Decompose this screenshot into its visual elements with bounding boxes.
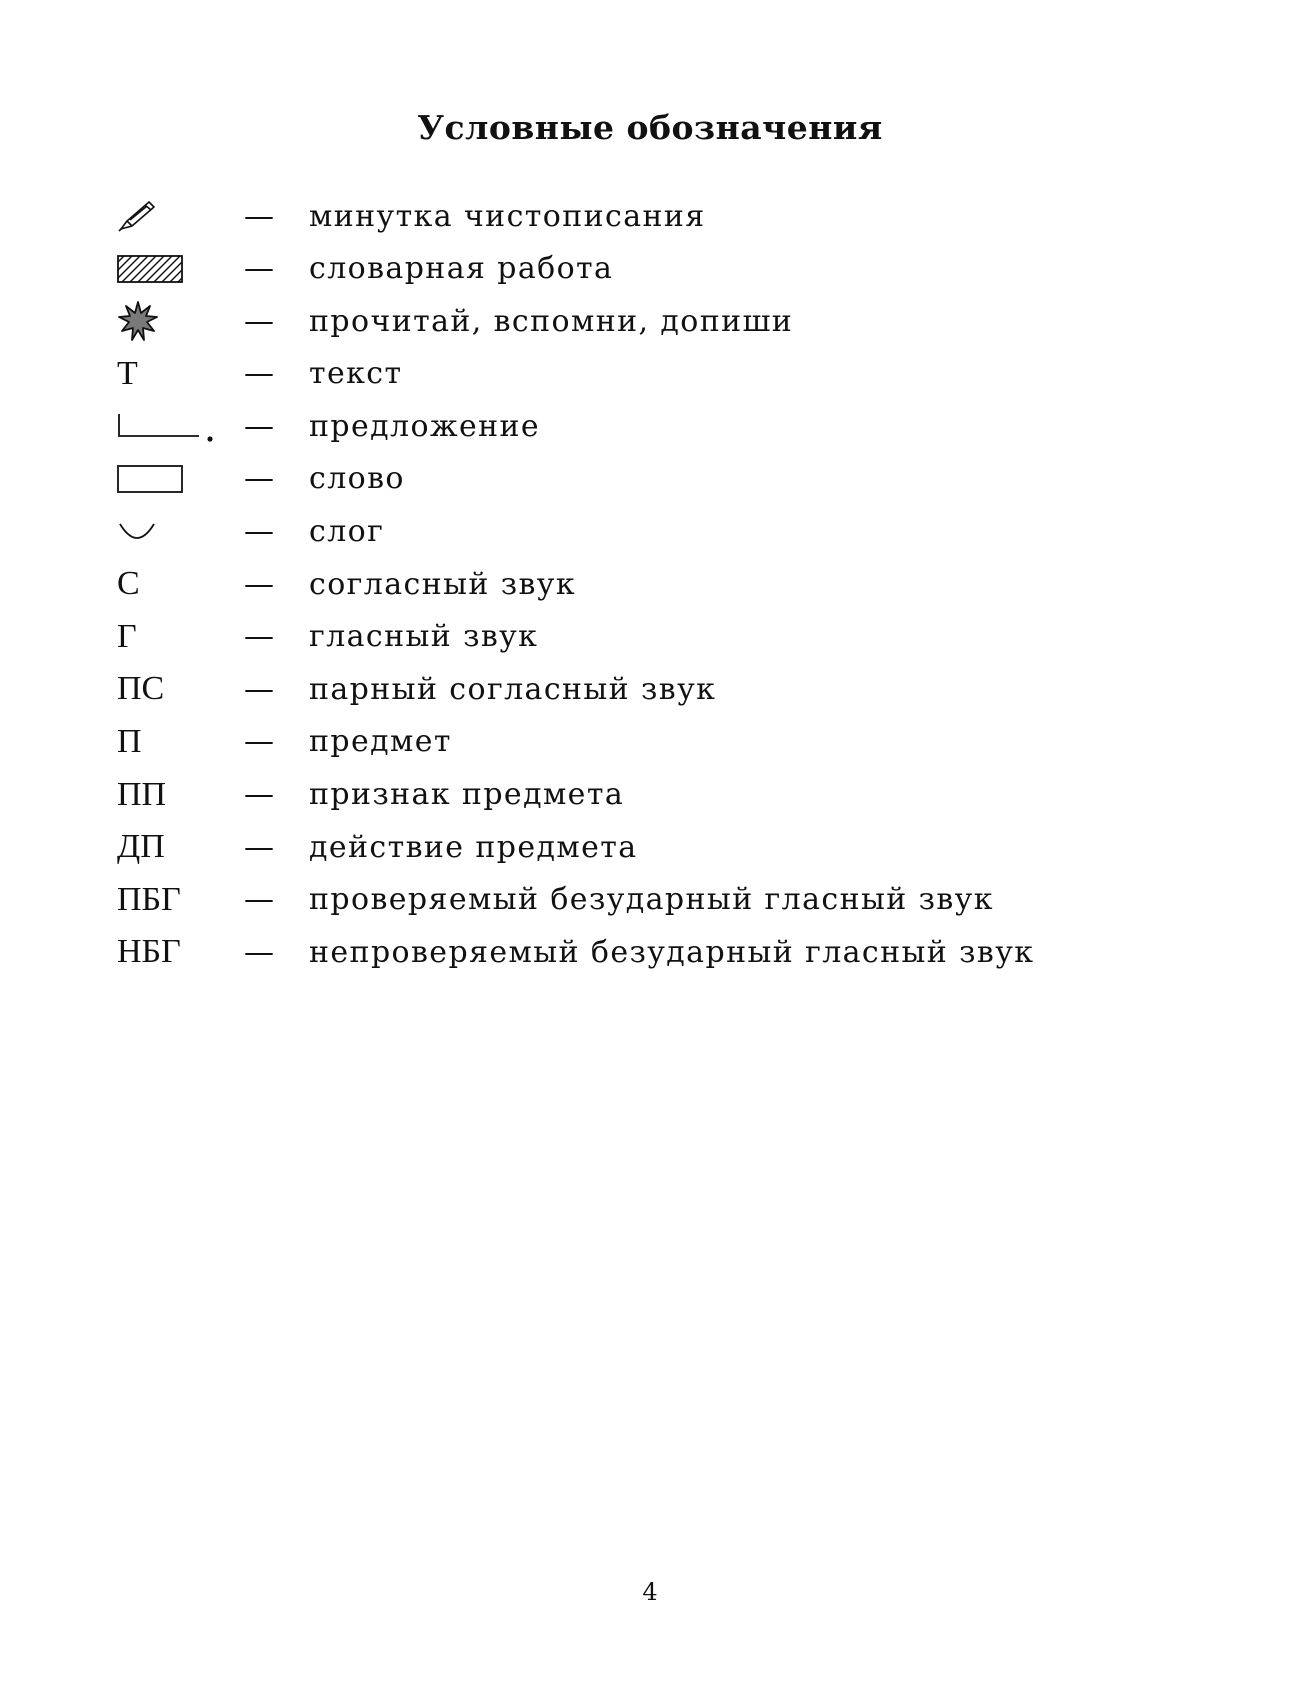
legend-symbol: Т	[117, 354, 138, 392]
legend-dash: —	[244, 251, 274, 287]
legend-symbol: Г	[117, 617, 137, 655]
legend-item	[117, 611, 1217, 664]
legend-item	[117, 558, 1217, 611]
legend-item	[117, 453, 1217, 506]
legend-item	[117, 243, 1217, 296]
legend-item	[117, 506, 1217, 559]
page-number: 4	[642, 1578, 658, 1606]
legend-symbol: ДП	[117, 828, 165, 866]
legend-meaning: действие предмета	[309, 829, 638, 865]
sentence-scheme-icon	[117, 400, 227, 452]
legend-item	[117, 190, 1217, 243]
legend-dash: —	[244, 777, 274, 813]
legend-meaning: минутка чистописания	[309, 198, 706, 234]
legend-meaning: словарная работа	[309, 251, 614, 287]
legend-symbol: ПП	[117, 775, 167, 813]
legend-meaning: гласный звук	[309, 619, 539, 655]
legend-dash: —	[244, 724, 274, 760]
legend-meaning: признак предмета	[309, 777, 625, 813]
star-burst-icon	[117, 295, 227, 347]
legend-item	[117, 926, 1217, 979]
legend-meaning: непроверяемый безударный гласный звук	[309, 934, 1035, 970]
legend-meaning: слово	[309, 461, 405, 497]
legend-meaning: предмет	[309, 724, 452, 760]
legend-dash: —	[244, 303, 274, 339]
legend-dash: —	[244, 198, 274, 234]
legend-item	[117, 663, 1217, 716]
legend-item	[117, 874, 1217, 927]
legend-item	[117, 821, 1217, 874]
legend-dash: —	[244, 882, 274, 918]
legend-dash: —	[244, 408, 274, 444]
legend-item	[117, 348, 1217, 401]
legend-meaning: согласный звук	[309, 566, 576, 602]
legend-dash: —	[244, 514, 274, 550]
legend-meaning: слог	[309, 514, 385, 550]
legend-meaning: текст	[309, 356, 403, 392]
legend-item	[117, 400, 1217, 453]
legend-symbol: ПБГ	[117, 880, 181, 918]
legend-item	[117, 769, 1217, 822]
legend-dash: —	[244, 934, 274, 970]
legend-symbol: ПС	[117, 670, 165, 708]
legend-dash: —	[244, 566, 274, 602]
legend-meaning: предложение	[309, 408, 541, 444]
legend-meaning: проверяемый безударный гласный звук	[309, 882, 994, 918]
legend-dash: —	[244, 671, 274, 707]
legend-dash: —	[244, 356, 274, 392]
legend-symbol: П	[117, 722, 142, 760]
legend-symbol: НБГ	[117, 933, 181, 971]
empty-rectangle-icon	[117, 453, 227, 505]
legend-dash: —	[244, 461, 274, 497]
pen-nib-icon	[117, 190, 227, 242]
legend-dash: —	[244, 829, 274, 865]
page-title: Условные обозначения	[417, 108, 883, 147]
legend-list	[117, 190, 1217, 979]
legend-item	[117, 716, 1217, 769]
legend-dash: —	[244, 619, 274, 655]
legend-meaning: парный согласный звук	[309, 671, 717, 707]
hatched-rectangle-icon	[117, 243, 227, 295]
arc-icon	[117, 506, 227, 558]
legend-item	[117, 295, 1217, 348]
legend-meaning: прочитай, вспомни, допиши	[309, 303, 794, 339]
legend-symbol: С	[117, 565, 140, 603]
